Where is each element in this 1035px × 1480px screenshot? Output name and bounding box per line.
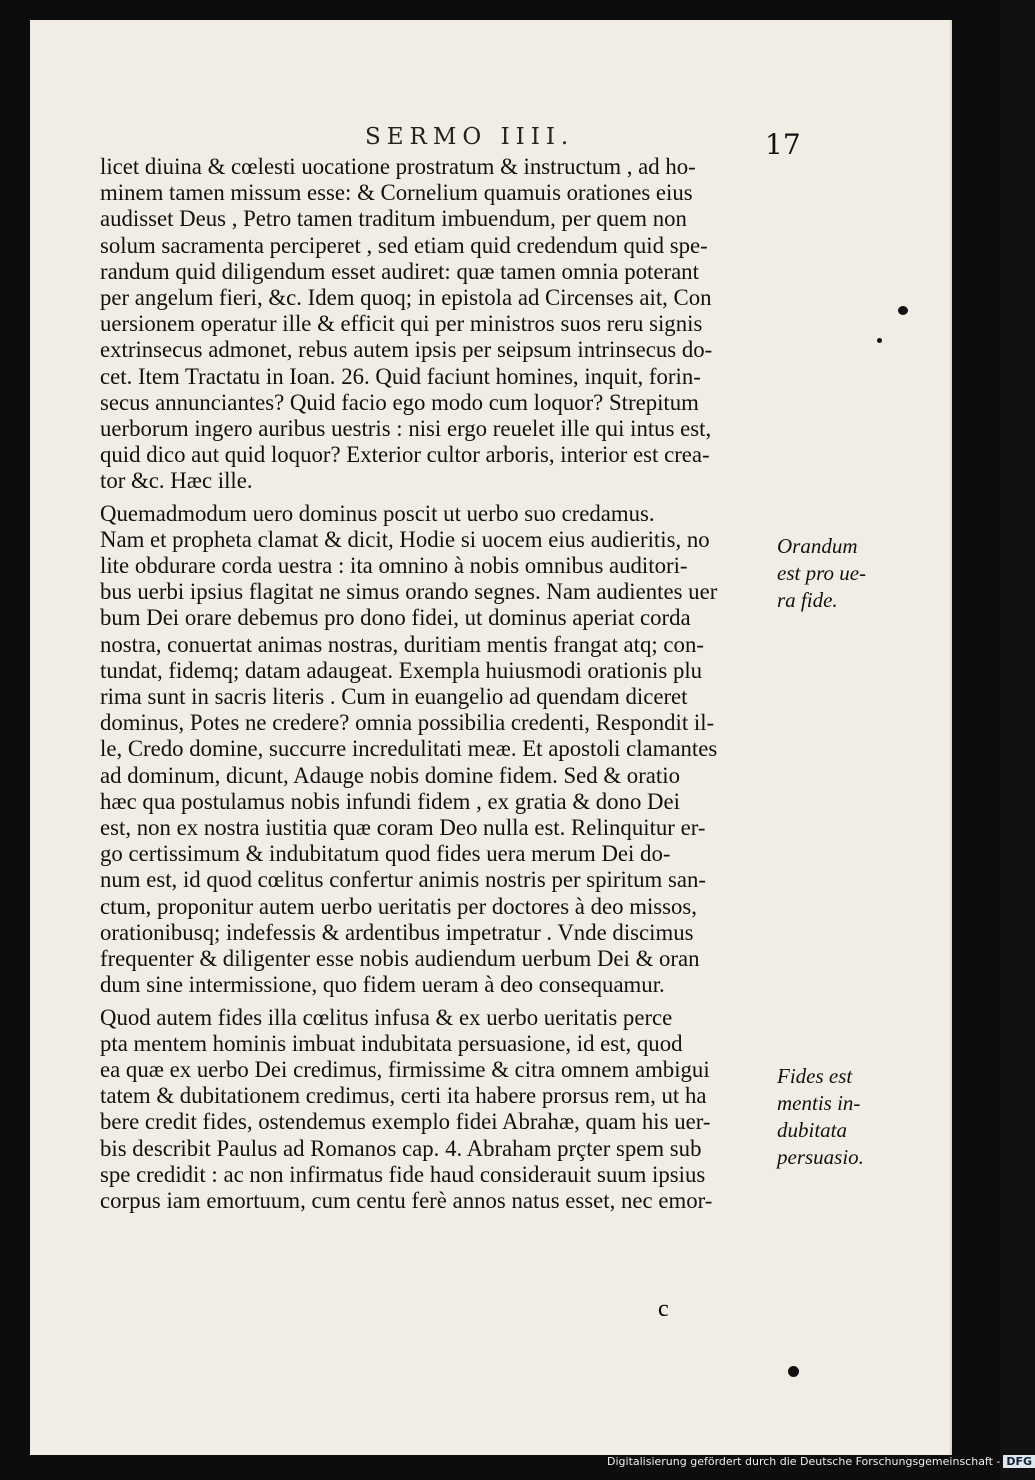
text-line: extrinsecus admonet, rebus autem ipsis per seipsum intrinsecus do- (100, 337, 713, 363)
text-line: secus annunciantes? Quid facio ego modo cum loquor? Strepitum (100, 389, 699, 415)
marginal-note-orandum: Orandum est pro ue- ra fide. (777, 534, 867, 612)
text-line: bere credit fides, ostendemus exemplo fidei Abrahæ, quam his uer- (100, 1109, 711, 1135)
text-line: solum sacramenta perciperet , sed etiam quid credendum quid spe- (100, 232, 708, 258)
text-line: nostra, conuertat animas nostras, duritiam mentis frangat atq; con- (100, 631, 704, 657)
text-line: dominus, Potes ne credere? omnia possibilia credenti, Respondit il- (100, 710, 715, 736)
text-line: bus uerbi ipsius flagitat ne simus orando segnes. Nam audientes uer (100, 579, 718, 605)
text-line: ctum, proponitur autem uerbo ueritatis per doctores à deo missos, (100, 893, 698, 919)
text-line: licet diuina & cœlesti uocatione prostratum & instructum , ad ho- (100, 154, 696, 179)
text-line: tundat, fidemq; datam adaugeat. Exempla huiusmodi orationis plu (100, 657, 703, 683)
text-line: ad dominum, dicunt, Adauge nobis domine fidem. Sed & oratio (100, 762, 680, 788)
text-line: per angelum fieri, &c. Idem quoq; in epistola ad Circenses ait, Con (100, 285, 712, 311)
text-line: uerborum ingero auribus uestris : nisi ergo reuelet ille qui intus est, (100, 416, 712, 442)
text-line: audisset Deus , Petro tamen traditum imbuendum, per quem non (100, 206, 687, 232)
text-line: ea quæ ex uerbo Dei credimus, firmissime & citra omnem ambigui (100, 1056, 710, 1082)
text-line: cet. Item Tractatu in Ioan. 26. Quid faciunt homines, inquit, forin- (100, 363, 701, 389)
ink-spot (877, 338, 882, 343)
text-line: Nam et propheta clamat & dicit, Hodie si uocem eius audieritis, no (100, 526, 710, 552)
text-line: bum Dei orare debemus pro dono fidei, ut dominus aperiat corda (100, 605, 691, 631)
text-line: le, Credo domine, succurre incredulitati meæ. Et apostoli clamantes (100, 736, 718, 762)
marginal-note-fides: Fides est mentis in- dubitata persuasio. (777, 1064, 864, 1169)
text-line: bis describit Paulus ad Romanos cap. 4. Abraham prçter spem sub (100, 1135, 702, 1161)
text-line: spe credidit : ac non infirmatus fide haud considerauit suum ipsius (100, 1161, 706, 1187)
text-line: corpus iam emortuum, cum centu ferè annos natus esset, nec emor- (100, 1187, 713, 1213)
ink-spot (788, 1366, 799, 1377)
footer-credit: Digitalisierung gefördert durch die Deutsche Forschungsgemeinschaft - (607, 1455, 1001, 1468)
book-page (30, 20, 952, 1455)
text-line: lite obdurare corda uestra : ita omnino à nobis omnibus auditori- (100, 553, 688, 579)
body-text (100, 154, 765, 1214)
dfg-logo: DFG (1003, 1455, 1035, 1468)
text-line: quid dico aut quid loquor? Exterior cultor arboris, interior est crea- (100, 442, 710, 468)
dfg-footer (607, 1455, 1035, 1468)
page-number: 17 (765, 128, 801, 161)
text-line: dum sine intermissione, quo fidem ueram à deo consequamur. (100, 972, 665, 998)
text-line: uersionem operatur ille & efficit qui per ministros suos reru signis (100, 311, 703, 337)
running-title: SERMO IIII. (365, 124, 575, 150)
text-line: minem tamen missum esse: & Cornelium quamuis orationes eius (100, 180, 693, 206)
ink-spot (898, 306, 908, 315)
text-line: Quemadmodum uero dominus poscit ut uerbo suo credamus. (100, 500, 655, 526)
text-line: hæc qua postulamus nobis infundi fidem , ex gratia & dono Dei (100, 788, 680, 814)
text-line: Quod autem fides illa cœlitus infusa & ex uerbo ueritatis perce (100, 1004, 673, 1030)
text-line: pta mentem hominis imbuat indubitata persuasione, id est, quod (100, 1030, 683, 1056)
text-line: randum quid diligendum esset audiret: quæ tamen omnia poterant (100, 258, 699, 284)
signature-mark: c (658, 1296, 669, 1322)
text-line: num est, id quod cœlitus confertur animis nostris per spiritum san- (100, 867, 706, 893)
text-line: rima sunt in sacris literis . Cum in euangelio ad quendam diceret (100, 684, 688, 710)
text-line: orationibusq; indefessis & ardentibus impetratur . Vnde discimus (100, 919, 694, 945)
text-line: est, non ex nostra iustitia quæ coram Deo nulla est. Relinquitur er- (100, 815, 706, 841)
text-line: frequenter & diligenter esse nobis audiendum uerbum Dei & oran (100, 946, 700, 972)
text-line: tor &c. Hæc ille. (100, 468, 253, 494)
text-line: tatem & dubitationem credimus, certi ita habere prorsus rem, ut ha (100, 1083, 707, 1109)
text-line: go certissimum & indubitatum quod fides uera merum Dei do- (100, 841, 671, 867)
